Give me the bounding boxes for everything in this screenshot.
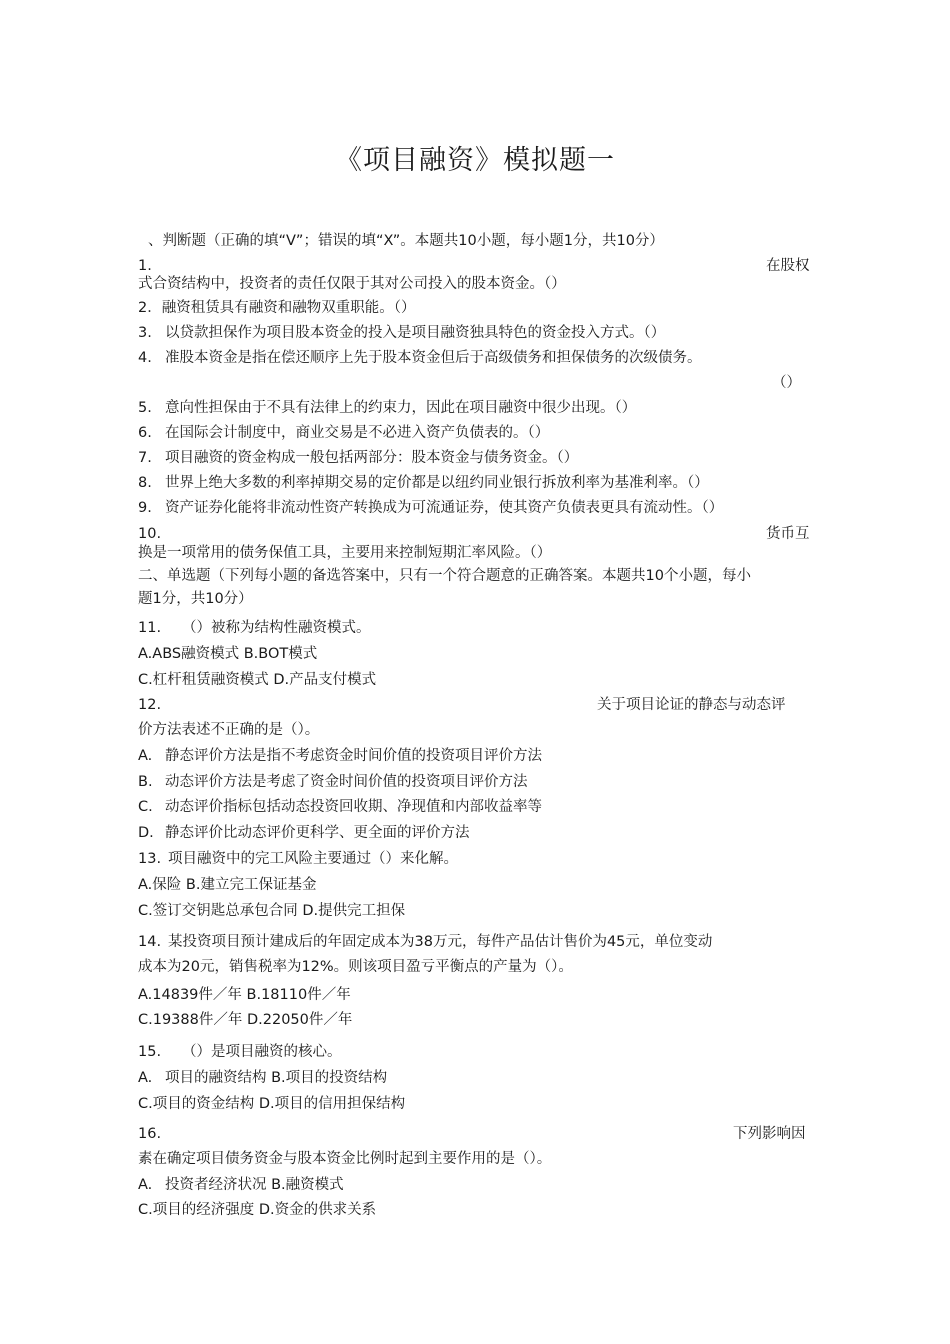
question-number: 6. (138, 425, 152, 441)
option-text: 项目的融资结构 B.项目的投资结构 (165, 1070, 388, 1086)
option-letter: A. (138, 1177, 153, 1193)
answer-option: C.签订交钥匙总承包合同 D.提供完工担保 (138, 903, 406, 919)
question-text: 项目融资中的完工风险主要通过（）来化解。 (168, 851, 458, 867)
question-number: 11. (138, 620, 162, 636)
question-number: 7. (138, 450, 152, 466)
question-item (138, 348, 702, 368)
question-number: 16. (138, 1126, 162, 1142)
option-text: 动态评价方法是考虑了资金时间价值的投资项目评价方法 (165, 774, 528, 790)
question-item (138, 398, 636, 418)
answer-option: C.杠杆租赁融资模式 D.产品支付模式 (138, 672, 377, 688)
question-item (138, 473, 709, 493)
question-text: 在国际会计制度中，商业交易是不必进入资产负债表的。（） (165, 425, 550, 441)
question-text: 关于项目论证的静态与动态评 (597, 697, 786, 713)
option-letter: A. (138, 748, 153, 764)
section-heading-single-choice: 题1分，共10分） (138, 591, 253, 607)
option-letter: A. (138, 1070, 153, 1086)
question-number: 9. (138, 500, 152, 516)
question-text: 式合资结构中，投资者的责任仅限于其对公司投入的股本资金。（） (138, 276, 566, 292)
question-number: 12. (138, 697, 162, 713)
question-item (138, 448, 578, 468)
question-text: 资产证券化能将非流动性资产转换成为可流通证券，使其资产负债表更具有流动性。（） (165, 500, 724, 516)
question-item (138, 423, 549, 443)
answer-option: A.ABS融资模式 B.BOT模式 (138, 646, 318, 662)
question-number: 3. (138, 325, 152, 341)
answer-blank: （） (772, 375, 801, 391)
answer-option: C.19388件／年 D.22050件／年 (138, 1012, 353, 1028)
answer-option: A.保险 B.建立完工保证基金 (138, 877, 317, 893)
question-item (138, 618, 371, 638)
question-number: 15. (138, 1044, 162, 1060)
question-number: 13. (138, 851, 162, 867)
question-text: 世界上绝大多数的利率掉期交易的定价都是以纽约同业银行拆放利率为基准利率。（） (165, 475, 709, 491)
option-text: 静态评价方法是指不考虑资金时间价值的投资项目评价方法 (165, 748, 542, 764)
question-text: 2．融资租赁具有融资和融物双重职能。（） (138, 300, 416, 316)
answer-option: C.项目的经济强度 D.资金的供求关系 (138, 1202, 377, 1218)
question-number: 4. (138, 350, 152, 366)
answer-option (138, 823, 470, 843)
answer-option (138, 1068, 387, 1088)
question-text: 项目融资的资金构成一般包括两部分：股本资金与债务资金。（） (165, 450, 579, 466)
answer-option (138, 797, 542, 817)
question-item (138, 323, 665, 343)
option-letter: C. (138, 799, 153, 815)
question-text: 货币互 (766, 526, 810, 542)
question-text: （）被称为结构性融资模式。 (182, 620, 371, 636)
question-item (138, 498, 723, 518)
question-text: 以贷款担保作为项目股本资金的投入是项目融资独具特色的资金投入方式。（） (165, 325, 666, 341)
question-text: （）是项目融资的核心。 (182, 1044, 342, 1060)
question-number: 10. (138, 526, 162, 542)
question-item (138, 849, 458, 869)
option-letter: D. (138, 825, 154, 841)
question-number: 1. (138, 258, 152, 274)
option-text: 投资者经济状况 B.融资模式 (165, 1177, 344, 1193)
question-number: 5. (138, 400, 152, 416)
question-text: 准股本资金是指在偿还顺序上先于股本资金但后于高级债务和担保债务的次级债务。 (165, 350, 702, 366)
answer-option: A.14839件／年 B.18110件／年 (138, 987, 351, 1003)
question-text: 成本为20元，销售税率为12%。则该项目盈亏平衡点的产量为（）。 (138, 959, 573, 975)
page-title: 《项目融资》模拟题一 (335, 145, 615, 176)
question-text: 价方法表述不正确的是（）。 (138, 722, 320, 738)
question-text: 意向性担保由于不具有法律上的约束力，因此在项目融资中很少出现。（） (165, 400, 637, 416)
question-item (138, 1042, 342, 1062)
question-text: 换是一项常用的债务保值工具，主要用来控制短期汇率风险。（） (138, 545, 552, 561)
option-text: 动态评价指标包括动态投资回收期、净现值和内部收益率等 (165, 799, 542, 815)
answer-option (138, 1175, 344, 1195)
option-letter: B. (138, 774, 153, 790)
section-heading-true-false: 、判断题（正确的填“V”；错误的填“X”。本题共10小题，每小题1分，共10分） (148, 233, 664, 249)
question-text: 在股权 (766, 258, 810, 274)
question-text: 下列影响因 (733, 1126, 806, 1142)
answer-option (138, 746, 542, 766)
section-heading-single-choice: 二、单选题（下列每小题的备选答案中，只有一个符合题意的正确答案。本题共10个小题，每小 (138, 568, 751, 584)
answer-option: C.项目的资金结构 D.项目的信用担保结构 (138, 1096, 406, 1112)
question-item (138, 932, 712, 952)
question-number: 8. (138, 475, 152, 491)
question-text: 某投资项目预计建成后的年固定成本为38万元，每件产品估计售价为45元，单位变动 (168, 934, 713, 950)
question-text: 素在确定项目债务资金与股本资金比例时起到主要作用的是（）。 (138, 1151, 552, 1167)
answer-option (138, 772, 528, 792)
question-number: 14. (138, 934, 162, 950)
option-text: 静态评价比动态评价更科学、更全面的评价方法 (165, 825, 470, 841)
